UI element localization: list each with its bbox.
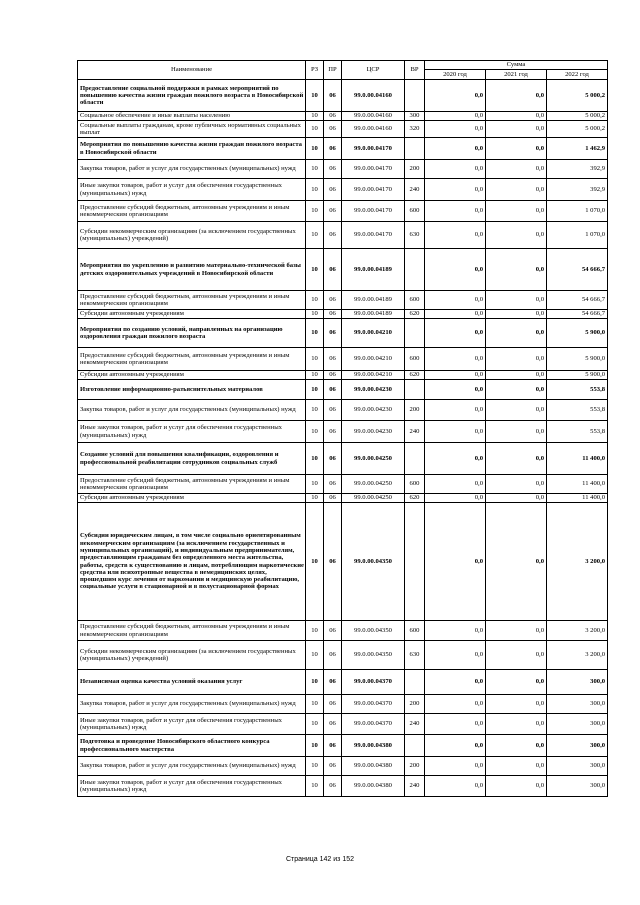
cell-vr [405,503,425,621]
cell-2021: 0,0 [486,201,547,222]
cell-vr [405,735,425,757]
cell-rz: 10 [306,291,324,310]
cell-vr [405,319,425,348]
table-row [78,348,608,371]
cell-csr: 99.0.00.04210 [342,371,405,380]
cell-2022: 3 200,0 [547,503,608,621]
cell-rz: 10 [306,443,324,475]
cell-vr: 630 [405,222,425,249]
cell-2020: 0,0 [425,371,486,380]
cell-rz: 10 [306,310,324,319]
cell-rz: 10 [306,201,324,222]
table-row [78,291,608,310]
cell-pr: 06 [324,80,342,112]
cell-rz: 10 [306,735,324,757]
cell-csr: 99.0.00.04380 [342,776,405,797]
cell-2020: 0,0 [425,670,486,695]
cell-2020: 0,0 [425,735,486,757]
cell-2022: 11 400,0 [547,475,608,494]
cell-2022: 5 900,0 [547,348,608,371]
cell-vr [405,443,425,475]
cell-csr: 99.0.00.04350 [342,503,405,621]
cell-2020: 0,0 [425,400,486,421]
cell-name: Независимая оценка качества условий оказания услуг [78,670,306,695]
cell-2022: 3 200,0 [547,641,608,670]
cell-2020: 0,0 [425,494,486,503]
cell-2020: 0,0 [425,179,486,201]
cell-2020: 0,0 [425,249,486,291]
cell-2020: 0,0 [425,641,486,670]
cell-name: Социальные выплаты гражданам, кроме публичных нормативных социальных выплат [78,121,306,138]
cell-rz: 10 [306,670,324,695]
cell-2021: 0,0 [486,757,547,776]
table-row [78,641,608,670]
cell-pr: 06 [324,160,342,179]
cell-2022: 5 900,0 [547,371,608,380]
cell-pr: 06 [324,421,342,443]
table-row [78,222,608,249]
cell-csr: 99.0.00.04380 [342,735,405,757]
cell-name: Предоставление социальной поддержки в рамках мероприятий по повышению качества жизни граждан пожилого возраста в Новосибирской области [78,80,306,112]
cell-vr [405,138,425,160]
cell-2022: 300,0 [547,776,608,797]
page-number: Страница 142 из 152 [285,856,355,863]
cell-csr: 99.0.00.04250 [342,475,405,494]
cell-pr: 06 [324,319,342,348]
cell-2022: 553,8 [547,380,608,400]
cell-2020: 0,0 [425,310,486,319]
table-row [78,138,608,160]
cell-rz: 10 [306,138,324,160]
cell-vr: 620 [405,371,425,380]
cell-vr [405,670,425,695]
cell-vr: 200 [405,695,425,714]
table-row [78,249,608,291]
cell-vr: 200 [405,160,425,179]
cell-pr: 06 [324,112,342,121]
table-row [78,714,608,735]
table-row [78,443,608,475]
cell-pr: 06 [324,121,342,138]
table-row [78,494,608,503]
cell-2020: 0,0 [425,291,486,310]
cell-vr: 320 [405,121,425,138]
cell-2021: 0,0 [486,138,547,160]
cell-rz: 10 [306,222,324,249]
cell-name: Предоставление субсидий бюджетным, автономным учреждениям и иным некоммерческим организациям [78,291,306,310]
cell-vr: 600 [405,348,425,371]
cell-2022: 11 400,0 [547,494,608,503]
cell-2022: 54 666,7 [547,249,608,291]
table-row [78,80,608,112]
cell-rz: 10 [306,475,324,494]
cell-pr: 06 [324,641,342,670]
cell-vr: 600 [405,475,425,494]
cell-vr: 200 [405,757,425,776]
cell-vr: 600 [405,201,425,222]
cell-name: Предоставление субсидий бюджетным, автономным учреждениям и иным некоммерческим организациям [78,348,306,371]
cell-2022: 392,9 [547,179,608,201]
cell-name: Субсидии юридическим лицам, в том числе социально ориентированным некоммерческим организациям (за исключением государственных и муниципальных организаций), и индивидуальным предпринимателям, предоставляющим гражданам без определенного места жительства, работы, средств к существованию и лицам, потребляющим наркотические средства или психотропные вещества в немедицинских целях, прошедшим курс лечения от наркомании и медицинскую реабилитацию, социальные услуги в стационарной и в полустационарной формах [78,503,306,621]
cell-2021: 0,0 [486,735,547,757]
cell-2022: 553,8 [547,421,608,443]
cell-csr: 99.0.00.04170 [342,138,405,160]
cell-2022: 1 070,0 [547,222,608,249]
cell-2020: 0,0 [425,503,486,621]
cell-pr: 06 [324,695,342,714]
cell-2021: 0,0 [486,670,547,695]
table-row [78,475,608,494]
cell-rz: 10 [306,621,324,641]
cell-2021: 0,0 [486,503,547,621]
cell-pr: 06 [324,348,342,371]
cell-2022: 300,0 [547,735,608,757]
cell-2021: 0,0 [486,291,547,310]
cell-rz: 10 [306,319,324,348]
cell-2022: 54 666,7 [547,310,608,319]
cell-2021: 0,0 [486,714,547,735]
cell-2022: 300,0 [547,695,608,714]
cell-pr: 06 [324,503,342,621]
table-row [78,735,608,757]
cell-2020: 0,0 [425,714,486,735]
cell-rz: 10 [306,121,324,138]
cell-2022: 300,0 [547,757,608,776]
cell-2022: 3 200,0 [547,621,608,641]
cell-name: Подготовка и проведение Новосибирского областного конкурса профессионального мастерства [78,735,306,757]
cell-pr: 06 [324,776,342,797]
cell-csr: 99.0.00.04160 [342,121,405,138]
cell-rz: 10 [306,348,324,371]
cell-csr: 99.0.00.04210 [342,348,405,371]
cell-2020: 0,0 [425,160,486,179]
cell-vr: 600 [405,291,425,310]
cell-rz: 10 [306,714,324,735]
table-row [78,112,608,121]
cell-pr: 06 [324,371,342,380]
cell-2020: 0,0 [425,319,486,348]
cell-csr: 99.0.00.04170 [342,160,405,179]
table-row [78,670,608,695]
cell-csr: 99.0.00.04230 [342,380,405,400]
cell-name: Создание условий для повышения квалификации, оздоровления и профессиональной реабилитации сотрудников социальных служб [78,443,306,475]
cell-2021: 0,0 [486,179,547,201]
cell-2021: 0,0 [486,160,547,179]
cell-vr: 620 [405,310,425,319]
cell-csr: 99.0.00.04189 [342,291,405,310]
header-sum: Сумма [425,61,608,70]
cell-csr: 99.0.00.04370 [342,670,405,695]
cell-2021: 0,0 [486,249,547,291]
header-csr: ЦСР [342,61,405,80]
cell-2021: 0,0 [486,494,547,503]
table-row [78,421,608,443]
cell-name: Иные закупки товаров, работ и услуг для обеспечения государственных (муниципальных) нужд [78,179,306,201]
cell-pr: 06 [324,310,342,319]
cell-2021: 0,0 [486,121,547,138]
table-row [78,371,608,380]
cell-2021: 0,0 [486,371,547,380]
cell-2021: 0,0 [486,380,547,400]
cell-rz: 10 [306,112,324,121]
cell-pr: 06 [324,621,342,641]
cell-name: Закупка товаров, работ и услуг для государственных (муниципальных) нужд [78,695,306,714]
cell-csr: 99.0.00.04189 [342,310,405,319]
cell-2021: 0,0 [486,421,547,443]
cell-2020: 0,0 [425,80,486,112]
cell-csr: 99.0.00.04160 [342,112,405,121]
cell-2020: 0,0 [425,695,486,714]
cell-vr: 620 [405,494,425,503]
cell-2022: 1 070,0 [547,201,608,222]
cell-2020: 0,0 [425,621,486,641]
cell-csr: 99.0.00.04250 [342,443,405,475]
cell-2022: 553,8 [547,400,608,421]
table-row [78,310,608,319]
cell-csr: 99.0.00.04370 [342,714,405,735]
cell-name: Предоставление субсидий бюджетным, автономным учреждениям и иным некоммерческим организациям [78,201,306,222]
cell-csr: 99.0.00.04170 [342,201,405,222]
cell-name: Закупка товаров, работ и услуг для государственных (муниципальных) нужд [78,757,306,776]
cell-2020: 0,0 [425,380,486,400]
cell-2021: 0,0 [486,475,547,494]
cell-vr [405,80,425,112]
cell-pr: 06 [324,670,342,695]
cell-csr: 99.0.00.04230 [342,421,405,443]
cell-name: Мероприятия по укреплению и развитию материально-технической базы детских оздоровительных учреждений в Новосибирской области [78,249,306,291]
cell-2020: 0,0 [425,201,486,222]
cell-2020: 0,0 [425,757,486,776]
cell-2020: 0,0 [425,348,486,371]
cell-name: Субсидии автономным учреждениям [78,371,306,380]
cell-rz: 10 [306,776,324,797]
cell-2022: 5 000,2 [547,121,608,138]
table-row [78,503,608,621]
cell-pr: 06 [324,249,342,291]
cell-rz: 10 [306,494,324,503]
header-pr: ПР [324,61,342,80]
cell-vr: 200 [405,400,425,421]
cell-vr [405,380,425,400]
cell-2021: 0,0 [486,112,547,121]
cell-2021: 0,0 [486,443,547,475]
cell-csr: 99.0.00.04170 [342,179,405,201]
cell-vr: 630 [405,641,425,670]
cell-2021: 0,0 [486,348,547,371]
cell-csr: 99.0.00.04160 [342,80,405,112]
cell-rz: 10 [306,641,324,670]
cell-2020: 0,0 [425,421,486,443]
cell-2021: 0,0 [486,621,547,641]
cell-rz: 10 [306,421,324,443]
table-row [78,776,608,797]
cell-pr: 06 [324,757,342,776]
cell-2022: 54 666,7 [547,291,608,310]
cell-rz: 10 [306,503,324,621]
cell-rz: 10 [306,380,324,400]
cell-2021: 0,0 [486,641,547,670]
cell-rz: 10 [306,249,324,291]
cell-name: Закупка товаров, работ и услуг для государственных (муниципальных) нужд [78,400,306,421]
cell-2020: 0,0 [425,443,486,475]
cell-2020: 0,0 [425,475,486,494]
cell-csr: 99.0.00.04350 [342,641,405,670]
budget-table [77,60,608,797]
cell-vr [405,249,425,291]
table-row [78,621,608,641]
cell-name: Социальное обеспечение и иные выплаты населению [78,112,306,121]
cell-name: Иные закупки товаров, работ и услуг для обеспечения государственных (муниципальных) нужд [78,421,306,443]
cell-2022: 300,0 [547,670,608,695]
cell-name: Иные закупки товаров, работ и услуг для обеспечения государственных (муниципальных) нужд [78,776,306,797]
header-name: Наименование [78,61,306,80]
cell-name: Закупка товаров, работ и услуг для государственных (муниципальных) нужд [78,160,306,179]
cell-pr: 06 [324,494,342,503]
cell-rz: 10 [306,160,324,179]
cell-2022: 392,9 [547,160,608,179]
cell-pr: 06 [324,714,342,735]
table-row [78,179,608,201]
cell-name: Изготовление информационно-разъяснительных материалов [78,380,306,400]
cell-pr: 06 [324,400,342,421]
cell-2022: 5 900,0 [547,319,608,348]
cell-csr: 99.0.00.04189 [342,249,405,291]
cell-2022: 1 462,9 [547,138,608,160]
cell-rz: 10 [306,695,324,714]
cell-name: Субсидии некоммерческим организациям (за исключением государственных (муниципальных) учреждений) [78,641,306,670]
cell-name: Субсидии автономным учреждениям [78,310,306,319]
cell-2022: 300,0 [547,714,608,735]
cell-pr: 06 [324,475,342,494]
cell-csr: 99.0.00.04250 [342,494,405,503]
cell-name: Иные закупки товаров, работ и услуг для обеспечения государственных (муниципальных) нужд [78,714,306,735]
cell-pr: 06 [324,291,342,310]
table-row [78,695,608,714]
table-row [78,757,608,776]
cell-csr: 99.0.00.04370 [342,695,405,714]
cell-2022: 5 000,2 [547,112,608,121]
cell-2020: 0,0 [425,121,486,138]
header-year-2021: 2021 год [486,70,547,80]
cell-2020: 0,0 [425,112,486,121]
table-row [78,400,608,421]
cell-csr: 99.0.00.04350 [342,621,405,641]
cell-rz: 10 [306,80,324,112]
cell-2020: 0,0 [425,138,486,160]
cell-2021: 0,0 [486,776,547,797]
cell-pr: 06 [324,222,342,249]
cell-2021: 0,0 [486,310,547,319]
cell-name: Субсидии некоммерческим организациям (за исключением государственных (муниципальных) учреждений) [78,222,306,249]
cell-name: Субсидии автономным учреждениям [78,494,306,503]
table-header [78,61,608,80]
cell-2022: 5 000,2 [547,80,608,112]
cell-vr: 600 [405,621,425,641]
table-body [78,80,608,797]
cell-name: Предоставление субсидий бюджетным, автономным учреждениям и иным некоммерческим организациям [78,621,306,641]
header-vr: ВР [405,61,425,80]
table-row [78,160,608,179]
table-row [78,380,608,400]
cell-rz: 10 [306,757,324,776]
table-row [78,121,608,138]
header-rz: РЗ [306,61,324,80]
cell-pr: 06 [324,380,342,400]
header-year-2020: 2020 год [425,70,486,80]
cell-csr: 99.0.00.04380 [342,757,405,776]
cell-2021: 0,0 [486,319,547,348]
cell-2021: 0,0 [486,695,547,714]
cell-2020: 0,0 [425,222,486,249]
cell-2021: 0,0 [486,400,547,421]
budget-table-container [77,60,607,797]
cell-pr: 06 [324,201,342,222]
cell-vr: 300 [405,112,425,121]
table-row [78,201,608,222]
table-row [78,319,608,348]
cell-csr: 99.0.00.04170 [342,222,405,249]
header-year-2022: 2022 год [547,70,608,80]
cell-csr: 99.0.00.04210 [342,319,405,348]
cell-csr: 99.0.00.04230 [342,400,405,421]
cell-name: Мероприятия по созданию условий, направленных на организацию оздоровления граждан пожилого возраста [78,319,306,348]
cell-rz: 10 [306,179,324,201]
cell-pr: 06 [324,443,342,475]
cell-vr: 240 [405,714,425,735]
cell-2020: 0,0 [425,776,486,797]
cell-rz: 10 [306,400,324,421]
cell-2021: 0,0 [486,222,547,249]
cell-rz: 10 [306,371,324,380]
cell-vr: 240 [405,179,425,201]
cell-2021: 0,0 [486,80,547,112]
cell-2022: 11 400,0 [547,443,608,475]
cell-vr: 240 [405,421,425,443]
cell-name: Мероприятия по повышению качества жизни граждан пожилого возраста в Новосибирской области [78,138,306,160]
cell-vr: 240 [405,776,425,797]
cell-pr: 06 [324,138,342,160]
cell-pr: 06 [324,179,342,201]
cell-pr: 06 [324,735,342,757]
cell-name: Предоставление субсидий бюджетным, автономным учреждениям и иным некоммерческим организациям [78,475,306,494]
